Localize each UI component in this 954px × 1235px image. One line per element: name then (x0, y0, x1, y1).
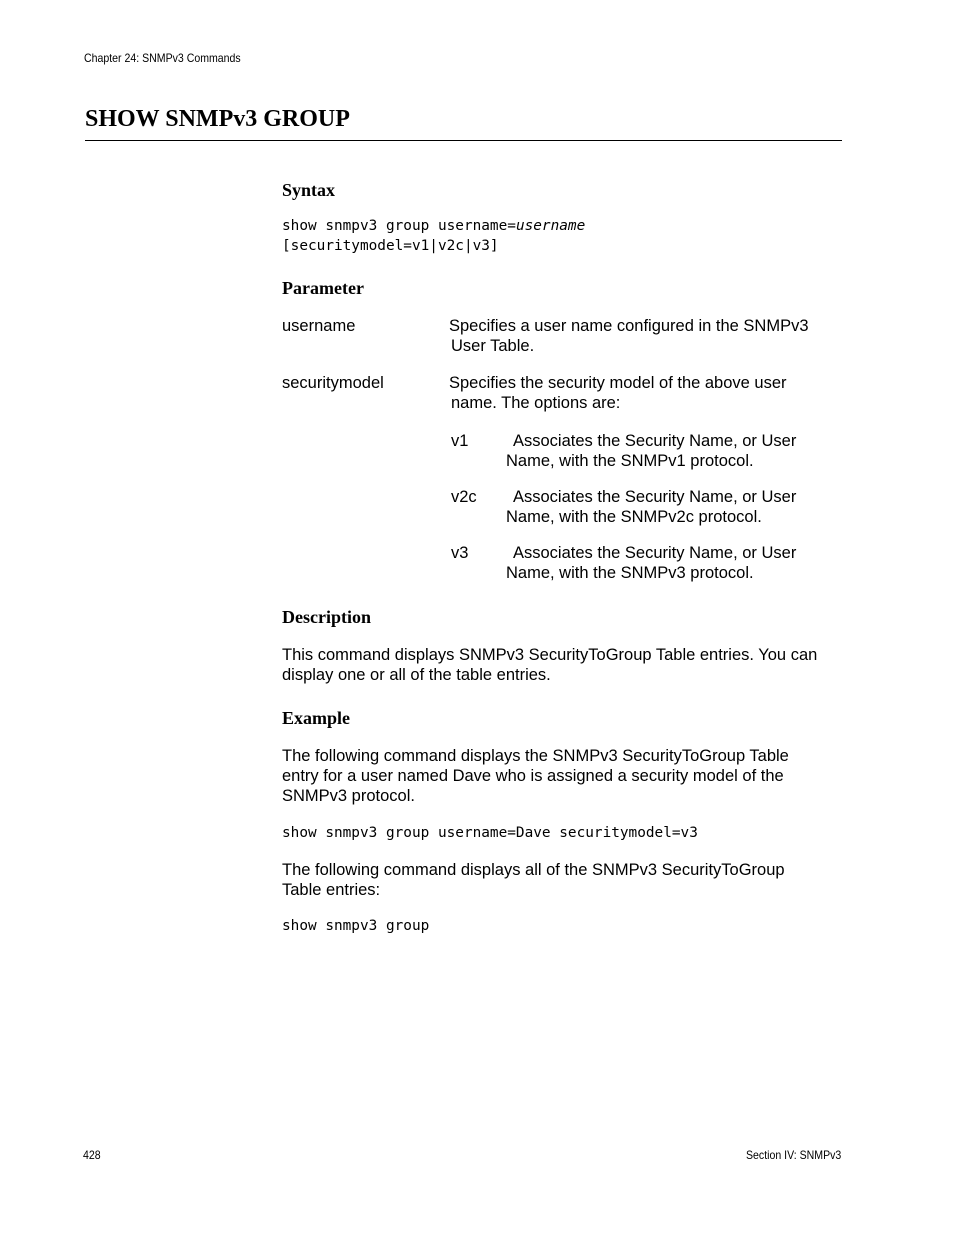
page-title: SHOW SNMPv3 GROUP (85, 106, 350, 132)
param-desc-securitymodel: Specifies the security model of the above user name. The options are: (449, 374, 787, 412)
example-code-1: show snmpv3 group username=Dave securitymodel=v3 (282, 825, 698, 841)
title-rule (85, 140, 842, 141)
syntax-line2: [securitymodel=v1|v2c|v3] (282, 238, 499, 254)
example-text-2: The following command displays all of the SNMPv3 SecurityToGroup Table entries: (282, 861, 785, 899)
parameter-heading: Parameter (282, 278, 364, 298)
option-desc-v1: Associates the Security Name, or User Name, with the SNMPv1 protocol. (506, 432, 797, 470)
option-desc-v2c: Associates the Security Name, or User Name, with the SNMPv2c protocol. (506, 488, 797, 526)
param-desc-username: Specifies a user name configured in the SNMPv3 User Table. (449, 317, 809, 355)
description-heading: Description (282, 607, 371, 627)
syntax-line1-prefix: show snmpv3 group username= (282, 218, 516, 234)
param-name-username: username (282, 317, 356, 335)
page-number: 428 (83, 1148, 101, 1162)
description-text: This command displays SNMPv3 SecurityToGroup Table entries. You can display one or all of the table entries. (282, 646, 818, 684)
example-heading: Example (282, 708, 351, 728)
example-code-2: show snmpv3 group (282, 918, 430, 934)
section-label: Section IV: SNMPv3 (745, 1148, 841, 1162)
syntax-heading: Syntax (282, 180, 336, 200)
example-text-1: The following command displays the SNMPv3 SecurityToGroup Table entry for a user named Dave who is assigned a security model of the SNMPv3 protocol. (282, 747, 789, 805)
option-name-v1: v1 (451, 432, 469, 450)
syntax-code (282, 216, 585, 256)
syntax-line1-var: username (515, 218, 586, 234)
option-name-v2c: v2c (451, 488, 477, 506)
running-header: Chapter 24: SNMPv3 Commands (84, 51, 241, 65)
option-name-v3: v3 (451, 544, 469, 562)
param-name-securitymodel: securitymodel (282, 374, 384, 392)
option-desc-v3: Associates the Security Name, or User Name, with the SNMPv3 protocol. (506, 544, 797, 582)
